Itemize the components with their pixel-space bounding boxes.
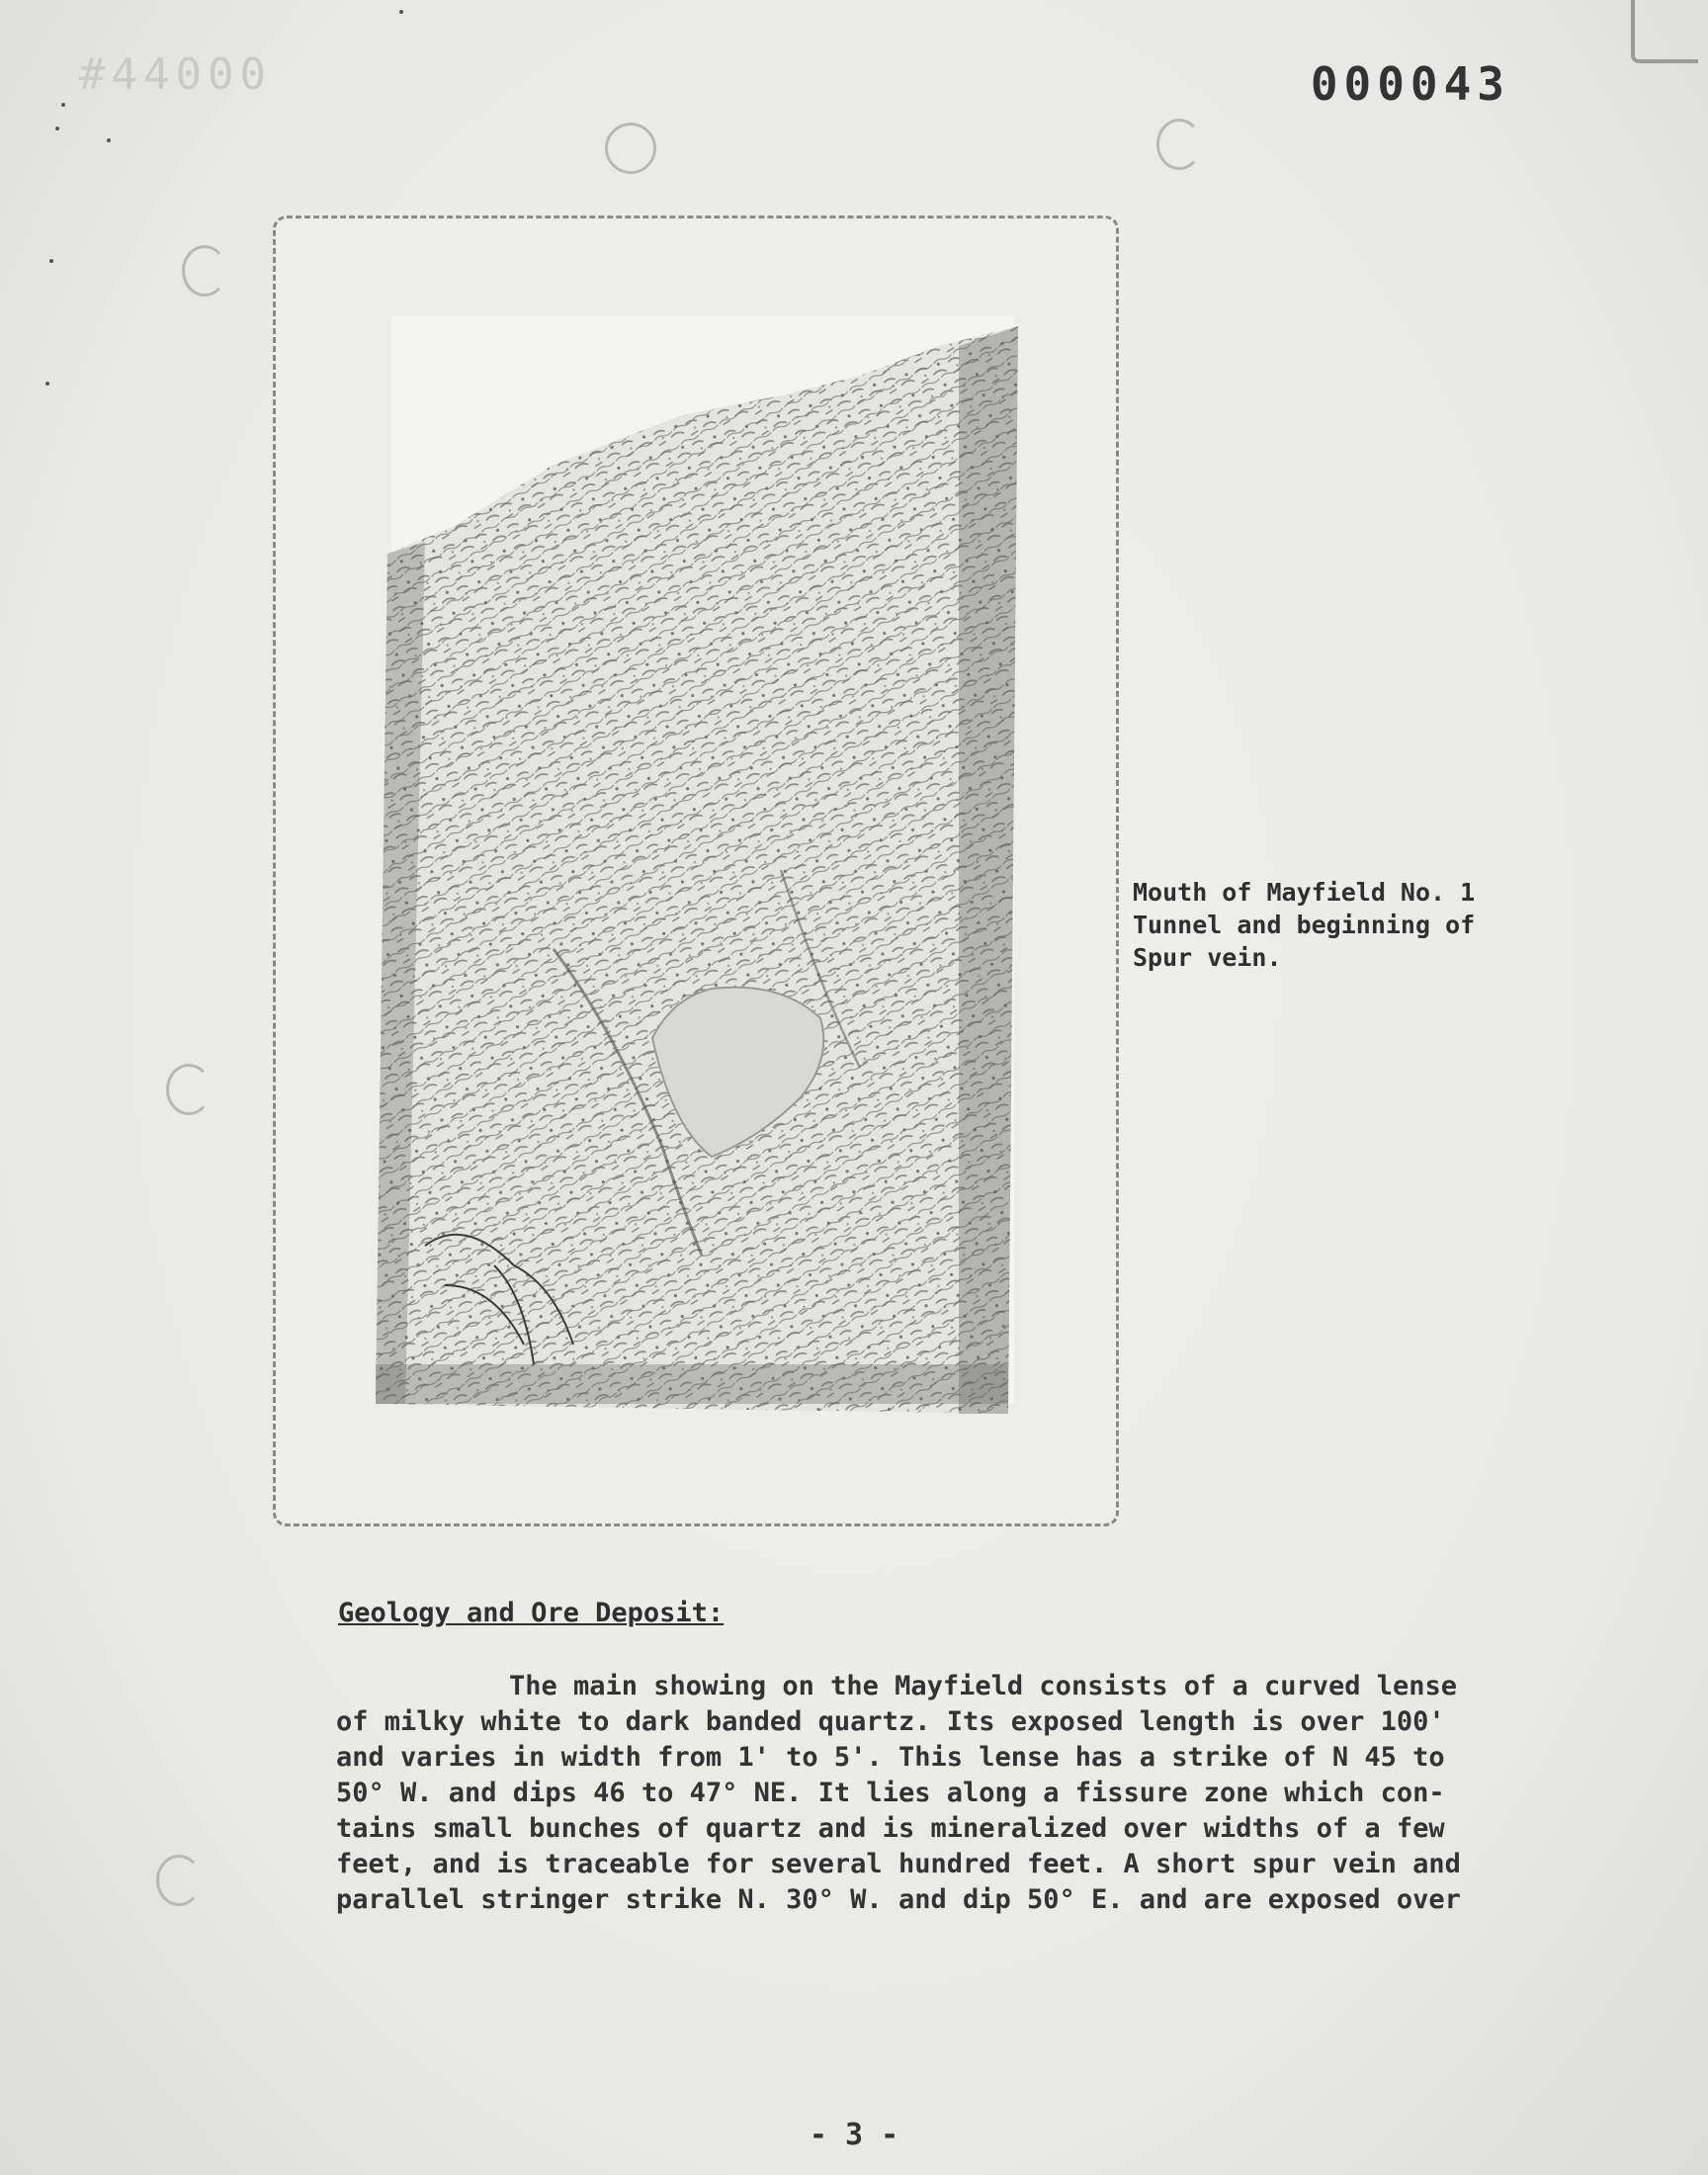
speck [399,10,403,14]
page-number: - 3 - [809,2118,899,2152]
paragraph-line: feet, and is traceable for several hundred feet. A short spur vein and [336,1849,1461,1879]
caption-line: Mouth of Mayfield No. 1 [1133,878,1476,907]
punch-hole-mark [166,1064,212,1115]
punch-hole-mark [1156,119,1202,170]
paragraph-line: parallel stringer strike N. 30° W. and dip 50° E. and are exposed over [336,1884,1461,1915]
speck [45,382,49,386]
paragraph-line: The main showing on the Mayfield consists of a curved lense [509,1671,1458,1701]
faint-stamp-number: #44000 [79,49,272,100]
punch-hole-mark [156,1855,202,1906]
paragraph-line: of milky white to dark banded quartz. Its exposed length is over 100' [336,1706,1445,1737]
speck [55,127,59,130]
speck [107,138,111,142]
speck [61,103,65,107]
paragraph-line: 50° W. and dips 46 to 47° NE. It lies along a fissure zone which con- [336,1778,1445,1808]
photo-caption [1133,876,1568,974]
caption-line: Spur vein. [1133,943,1282,972]
punch-hole-mark [182,245,227,297]
section-heading: Geology and Ore Deposit: [338,1598,725,1628]
tunnel-photograph [366,316,1018,1424]
punch-hole-mark [605,123,656,174]
paragraph-line: and varies in width from 1' to 5'. This lense has a strike of N 45 to [336,1742,1445,1773]
paragraph-line: tains small bunches of quartz and is mineralized over widths of a few [336,1813,1445,1844]
document-number: 000043 [1310,57,1510,111]
corner-fold [1631,0,1698,63]
speck [49,259,53,263]
caption-line: Tunnel and beginning of [1133,911,1476,939]
body-paragraph [336,1669,1542,1918]
